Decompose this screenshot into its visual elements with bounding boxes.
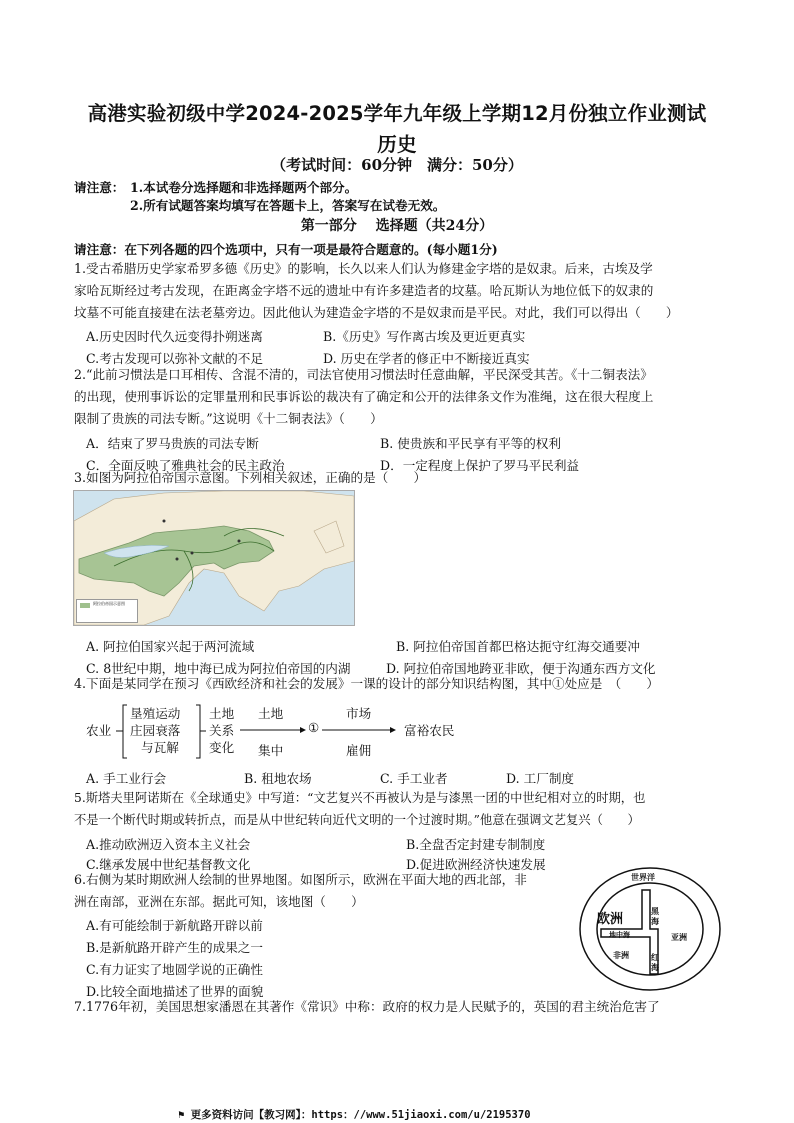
q1-option-a: A.历史因时代久远变得扑朔迷离 <box>86 329 263 344</box>
diagram-box-line-2: 庄园衰落 <box>130 723 181 738</box>
diagram-mid-line-2: 关系 <box>209 723 235 738</box>
map-africa-label: 非洲 <box>613 950 629 960</box>
q5-line-1: 5.斯塔夫里阿诺斯在《全球通史》中写道：“文艺复兴不再被认为是与漆黑一团的中世纪相对立的时期，也 <box>74 791 646 805</box>
diagram-end: 富裕农民 <box>404 723 455 738</box>
diagram-start: 农业 <box>86 723 112 738</box>
to-world-map <box>578 866 722 992</box>
q4-option-a: A. 手工业行会 <box>86 771 167 786</box>
flag-icon: ⚑ <box>178 1109 185 1121</box>
section-title: 第一部分 选择题（共24分） <box>300 218 494 234</box>
q6-option-b: B.是新航路开辟产生的成果之一 <box>86 940 263 955</box>
map-ocean-label: 世界洋 <box>631 872 655 882</box>
map-black-sea-2: 海 <box>651 916 659 926</box>
map-mediterranean-label: 地中海 <box>609 930 630 939</box>
diagram-top-1: 土地 <box>258 706 284 721</box>
footer-text: 更多资料访问【教习网】：https：//www.51jiaoxi.com/u/2195370 <box>190 1109 531 1121</box>
map-red-sea-2: 海 <box>651 962 659 972</box>
section-instruction: 请注意：在下列各题的四个选项中，只有一项是最符合题意的。(每小题1分) <box>74 242 498 257</box>
q2-line-3: 限制了贵族的司法专断。”这说明《十二铜表法》（ ） <box>74 411 383 426</box>
q2-option-a: A．结束了罗马贵族的司法专断 <box>86 436 259 451</box>
q2-line-2: 的出现，使刑事诉讼的定罪量刑和民事诉讼的裁决有了确定和公开的法律条文作为准绳，这在很大程度上 <box>74 389 654 404</box>
q4-stem: 4.下面是某同学在预习《西欧经济和社会的发展》一课的设计的部分知识结构图，其中①处应是 （ ） <box>74 676 660 691</box>
q2-option-c: C．全面反映了雅典社会的民主政治 <box>86 458 285 473</box>
q6-line-1: 6.右侧为某时期欧洲人绘制的世界地图。如图所示，欧洲在平面大地的西北部，非 <box>74 872 527 887</box>
q6-option-a: A.有可能绘制于新航路开辟以前 <box>86 918 263 933</box>
q7-line-1: 7.1776年初，美国思想家潘恩在其著作《常识》中称：政府的权力是人民赋予的，英国的君主统治危害了 <box>74 999 660 1014</box>
q3-option-b: B. 阿拉伯帝国首都巴格达扼守红海交通要冲 <box>396 639 640 654</box>
q6-option-d: D.比较全面地描述了世界的面貌 <box>86 984 264 999</box>
exam-title: 高港实验初级中学2024-2025学年九年级上学期12月份独立作业测试 <box>87 102 707 125</box>
q5-option-d: D.促进欧洲经济快速发展 <box>406 857 546 872</box>
diagram-mid-line-1: 土地 <box>209 706 235 721</box>
diagram-box-line-3: 与瓦解 <box>141 740 179 755</box>
q1-line-3: 坟墓不可能直接建在法老墓旁边。因此他认为建造金字塔的不是奴隶而是平民。对此，我们可以得出（ ） <box>74 305 679 320</box>
notice-line-1: 1.本试卷分选择题和非选择题两个部分。 <box>130 180 358 195</box>
q2-option-d: D．一定程度上保护了罗马平民利益 <box>380 458 580 473</box>
map-legend <box>76 599 138 623</box>
q5-option-a: A.推动欧洲迈入资本主义社会 <box>86 837 251 852</box>
q5-option-c: C.继承发展中世纪基督教文化 <box>86 857 251 872</box>
q1-option-b: B.《历史》写作离古埃及更近更真实 <box>323 329 526 344</box>
map-black-sea-1: 黑 <box>651 906 659 916</box>
q3-option-c: C. 8世纪中期，地中海已成为阿拉伯帝国的内湖 <box>86 661 351 676</box>
map-red-sea-1: 红 <box>651 952 659 962</box>
q1-option-d: D. 历史在学者的修正中不断接近真实 <box>323 351 530 366</box>
legend-label: 阿拉伯帝国示意图 <box>93 601 125 606</box>
diagram-bottom-2: 雇佣 <box>346 743 372 758</box>
exam-info: （考试时间：60分钟 满分：50分） <box>271 156 523 174</box>
legend-swatch <box>80 603 90 608</box>
q3-option-d: D. 阿拉伯帝国地跨亚非欧，便于沟通东西方文化 <box>386 661 656 676</box>
q4-option-b: B. 租地农场 <box>244 771 312 786</box>
to-world-map-graphic <box>578 866 722 992</box>
diagram-bottom-1: 集中 <box>258 743 284 758</box>
q2-line-1: 2.“此前习惯法是口耳相传、含混不清的，司法官使用习惯法时任意曲解，平民深受其苦。《十二铜表法》 <box>74 367 653 382</box>
q4-option-d: D. 工厂制度 <box>506 771 575 786</box>
notice-label: 请注意： <box>74 180 125 195</box>
notice-line-2: 2.所有试题答案均填写在答题卡上，答案写在试卷无效。 <box>130 198 446 213</box>
map-asia-label: 亚洲 <box>671 932 687 942</box>
footer-link[interactable] <box>178 1107 531 1122</box>
diagram-box-line-1: 垦殖运动 <box>130 706 181 721</box>
q3-option-a: A. 阿拉伯国家兴起于两河流域 <box>86 639 255 654</box>
q1-line-2: 家哈瓦斯经过考古发现，在距离金字塔不远的遗址中有许多建造者的坟墓。哈瓦斯认为地位低下的奴隶的 <box>74 283 654 298</box>
subject-title: 历史 <box>377 133 417 156</box>
q6-line-2: 洲在南部，亚洲在东部。据此可知，该地图（ ） <box>74 894 364 909</box>
q1-line-1: 1.受古希腊历史学家希罗多德《历史》的影响，长久以来人们认为修建金字塔的是奴隶。后来，古埃及学 <box>74 261 653 276</box>
q5-line-2: 不是一个断代时期或转折点，而是从中世纪转向近代文明的一个过渡时期。”他意在强调文艺复兴（ ） <box>74 813 640 827</box>
diagram-top-2: 市场 <box>346 706 372 721</box>
q2-option-b: B. 使贵族和平民享有平等的权利 <box>380 436 561 451</box>
map-europe-label: 欧洲 <box>597 912 624 927</box>
q3-stem: 3.如图为阿拉伯帝国示意图。下列相关叙述，正确的是（ ） <box>74 470 427 485</box>
q5-option-b: B.全盘否定封建专制制度 <box>406 837 546 852</box>
q4-option-c: C. 手工业者 <box>380 771 448 786</box>
diagram-mid-line-3: 变化 <box>209 740 235 755</box>
q1-option-c: C.考古发现可以弥补文献的不足 <box>86 351 263 366</box>
arab-empire-map <box>73 490 355 626</box>
q6-option-c: C.有力证实了地圆学说的正确性 <box>86 962 263 977</box>
diagram-circle-blank: ① <box>308 720 320 735</box>
